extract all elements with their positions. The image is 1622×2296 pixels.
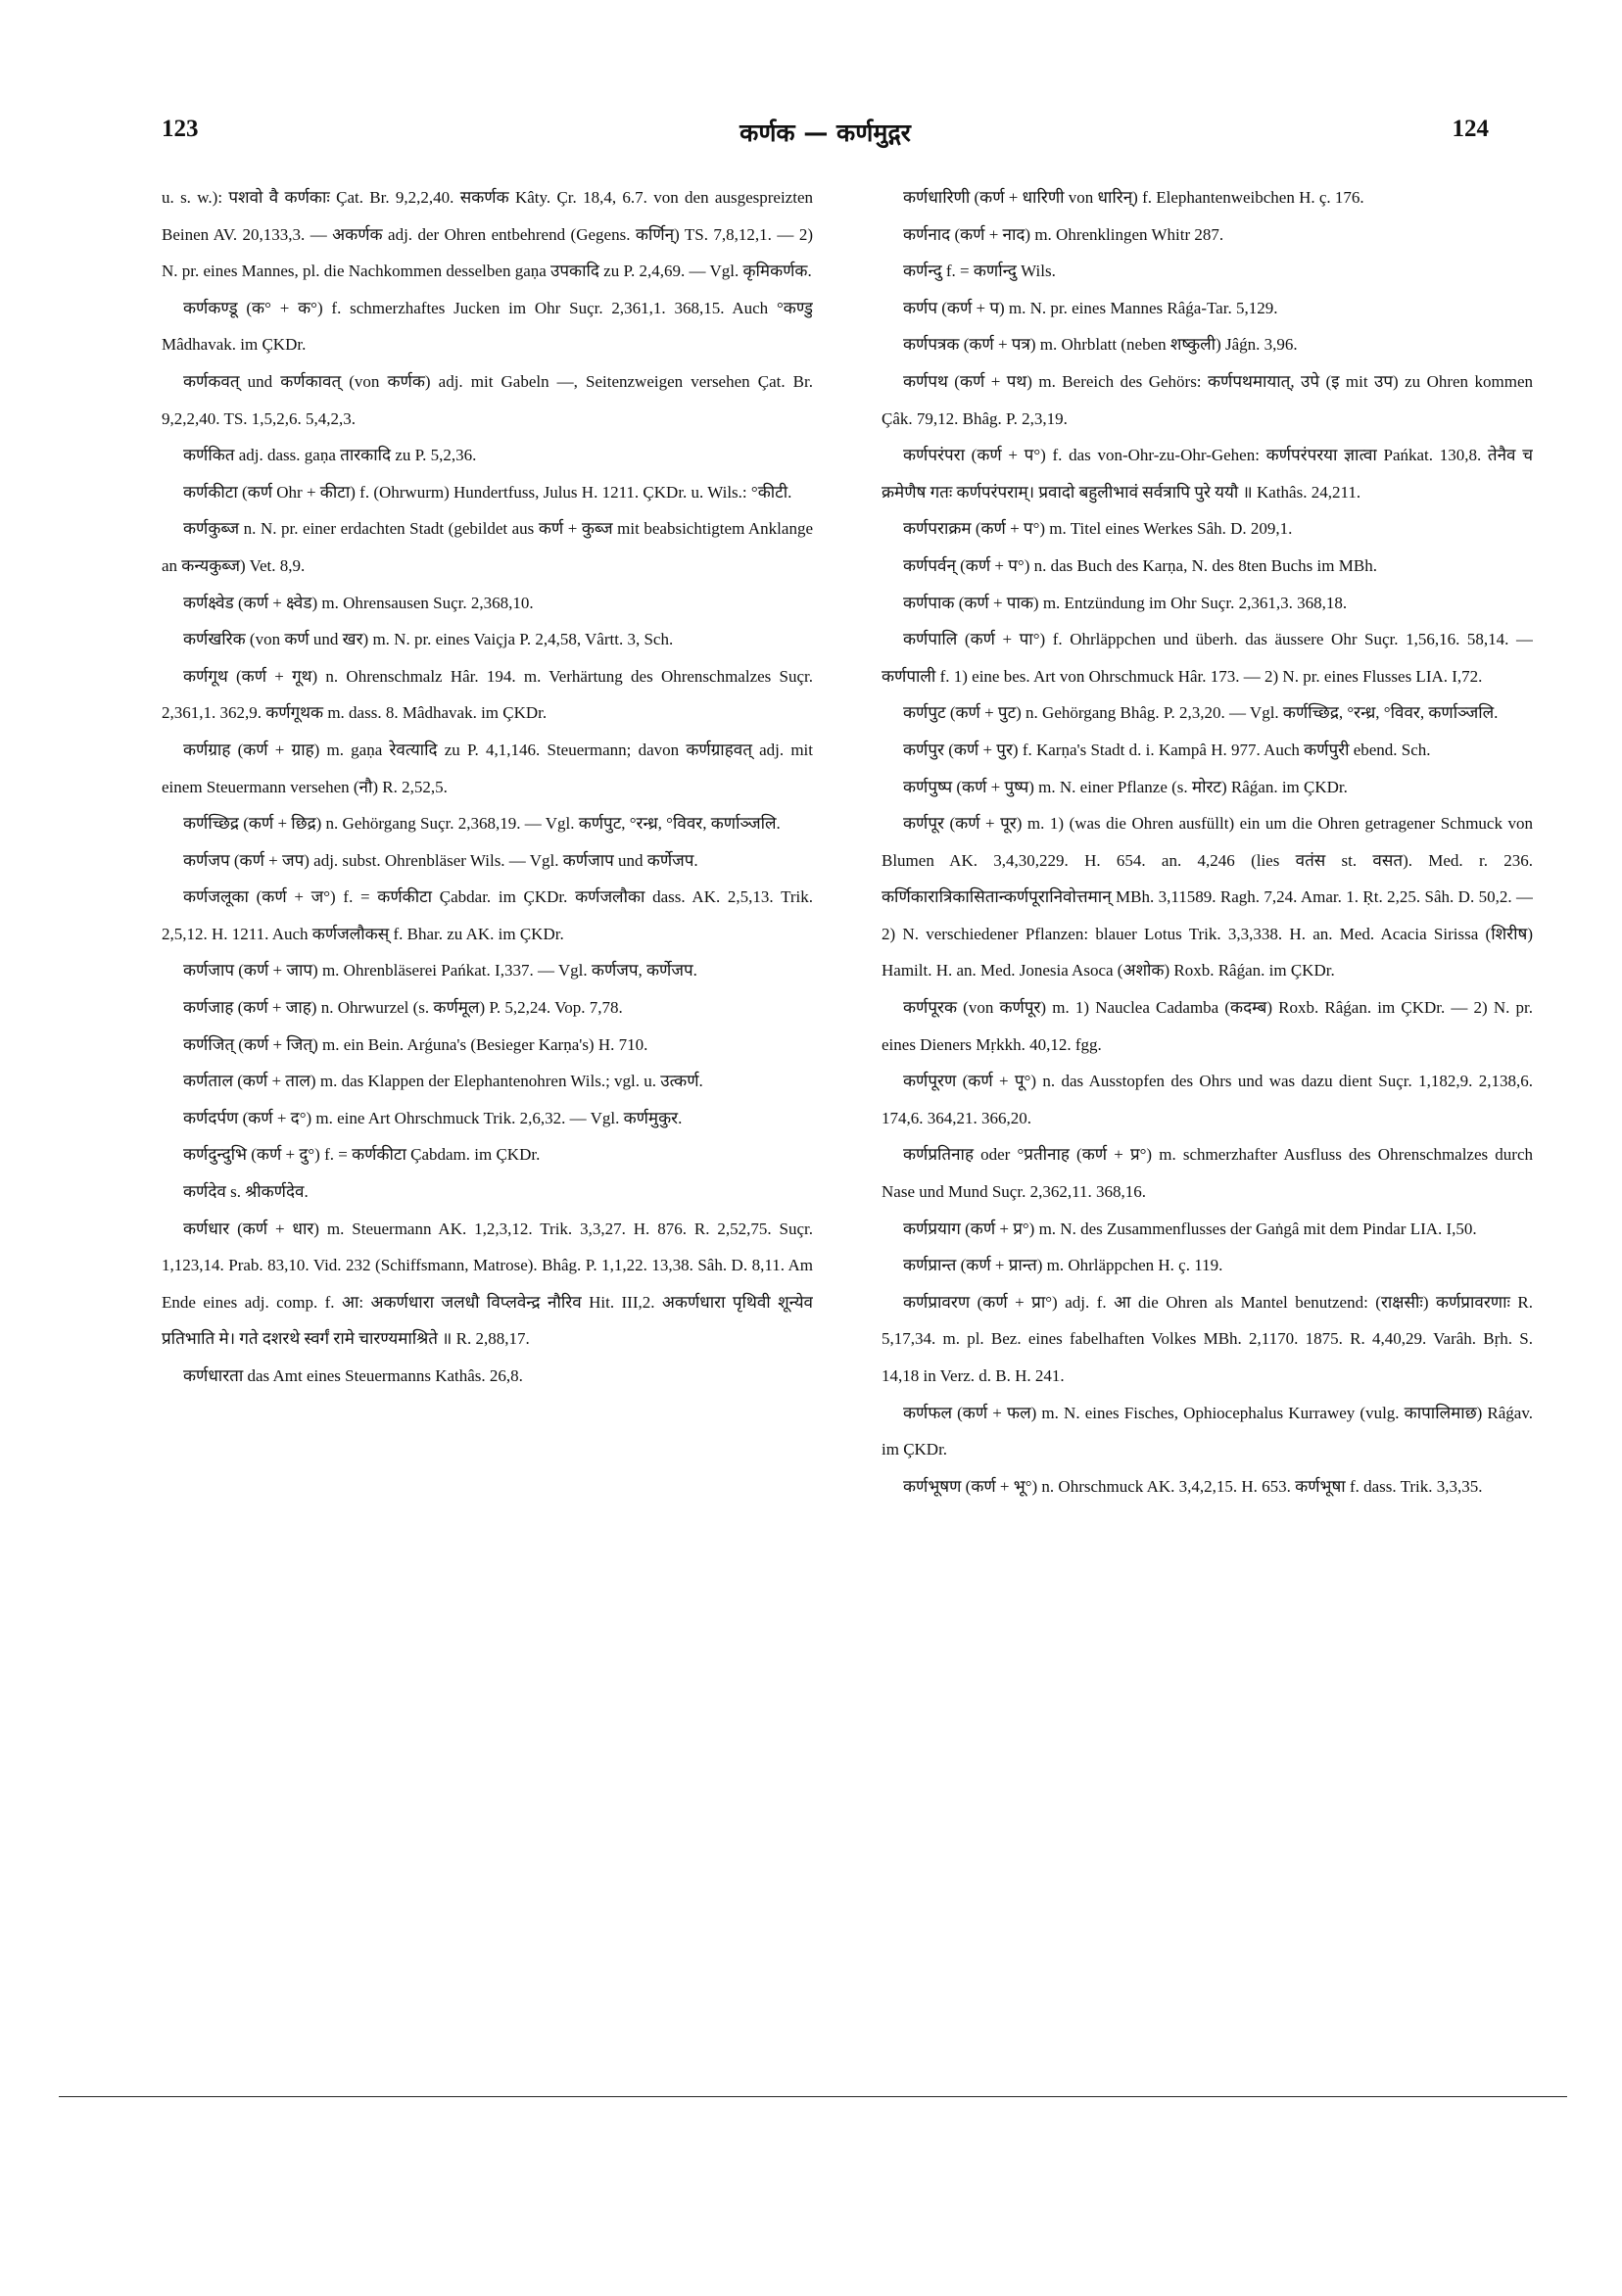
dictionary-entry: कर्णप्रावरण (कर्ण + प्रा°) adj. f. आ die Ohren als Mantel benutzend: (राक्षसीः) कर्णप्रावरणाः R. 5,17,34. m. pl. Bez. eines fabelhaften Volkes MBh. 2,1170. 1875. R. 4,40,29. Varâh. Bṛh. S. 14,18 in Verz. d. B. H. 241. [882, 1292, 1533, 1385]
dictionary-entry: कर्णकित adj. dass. gaṇa तारकादि zu P. 5,2,36. [183, 446, 477, 465]
dictionary-entry: कर्णपूरक (von कर्णपूर) m. 1) Nauclea Cadamba (कदम्ब) Roxb. Râǵan. im ÇKDr. — 2) N. pr. eines Dieners Mṛkkh. 40,12. fgg. [882, 998, 1533, 1054]
dictionary-entry: कर्णदर्पण (कर्ण + द°) m. eine Art Ohrschmuck Trik. 2,6,32. — Vgl. कर्णमुकुर. [183, 1108, 683, 1127]
dictionary-entry: कर्णकुब्ज n. N. pr. einer erdachten Stadt (gebildet aus कर्ण + कुब्ज mit beabsichtigtem Anklange an कन्यकुब्ज) Vet. 8,9. [162, 519, 813, 575]
dictionary-entry: कर्णपुट (कर्ण + पुट) n. Gehörgang Bhâg. P. 2,3,20. — Vgl. कर्णच्छिद्र, °रन्ध्र, °विवर, कर्णाञ्जलि. [903, 703, 1499, 723]
dictionary-entry: कर्णजाप (कर्ण + जाप) m. Ohrenbläserei Pańkat. I,337. — Vgl. कर्णजप, कर्णेजप. [183, 961, 697, 981]
dictionary-entry: कर्णधार (कर्ण + धार) m. Steuermann AK. 1,2,3,12. Trik. 3,3,27. H. 876. R. 2,52,75. Suçr. 1,123,14. Prab. 83,10. Vid. 232 (Schiffsmann, Matrose). Bhâg. P. 1,1,22. 13,38. Sâh. D. 8,11. Am Ende eines adj. comp. f. आ: अकर्णधारा जलधौ विप्लवेन्द्र नौरिव Hit. III,2. अकर्णधारा पृथिवी शून्येव प्रतिभाति मे। गते दशरथे स्वर्गं रामे चारण्यमाश्रिते ॥ R. 2,88,17. [162, 1219, 813, 1349]
dictionary-entry: कर्णप्रान्त (कर्ण + प्रान्त) m. Ohrläppchen H. ç. 119. [903, 1256, 1223, 1275]
dictionary-entry: कर्णपराक्रम (कर्ण + प°) m. Titel eines Werkes Sâh. D. 209,1. [903, 519, 1293, 539]
dictionary-entry: कर्णदेव s. श्रीकर्णदेव. [183, 1182, 309, 1202]
dictionary-entry: कर्णकवत् und कर्णकावत् (von कर्णक) adj. mit Gabeln —, Seitenzweigen versehen Çat. Br. 9,2,2,40. TS. 1,5,2,6. 5,4,2,3. [162, 371, 813, 428]
dictionary-entry: कर्णधारता das Amt eines Steuermanns Kathâs. 26,8. [183, 1366, 523, 1385]
dictionary-entry: कर्णपथ (कर्ण + पथ) m. Bereich des Gehörs: कर्णपथमायात्, उपे (इ mit उप) zu Ohren kommen Çâk. 79,12. Bhâg. P. 2,3,19. [882, 371, 1533, 428]
dictionary-entry: कर्णपालि (कर्ण + पा°) f. Ohrläppchen und überh. das äussere Ohr Suçr. 1,56,16. 58,14. — कर्णपाली f. 1) eine bes. Art von Ohrschmuck Hâr. 173. — 2) N. pr. eines Flusses LIA. I,72. [882, 630, 1533, 686]
dictionary-entry: कर्णजित् (कर्ण + जित्) m. ein Bein. Arǵuna's (Besieger Karṇa's) H. 710. [183, 1034, 648, 1054]
left-column [162, 179, 813, 2021]
dictionary-entry: कर्णनाद (कर्ण + नाद) m. Ohrenklingen Whitr 287. [903, 224, 1224, 244]
dictionary-entry: कर्णग्राह (कर्ण + ग्राह) m. gaṇa रेवत्यादि zu P. 4,1,146. Steuermann; davon कर्णग्राहवत् adj. mit einem Steuermann versehen (नौ) R. 2,52,5. [162, 740, 813, 796]
dictionary-entry: कर्णपूरण (कर्ण + पू°) n. das Ausstopfen des Ohrs und was dazu dient Suçr. 1,182,9. 2,138,6. 174,6. 364,21. 366,20. [882, 1072, 1533, 1127]
dictionary-entry: कर्णधारिणी (कर्ण + धारिणी von धारिन्) f. Elephantenweibchen H. ç. 176. [903, 188, 1364, 207]
dictionary-entry: कर्णदुन्दुभि (कर्ण + दु°) f. = कर्णकीटा Çabdam. im ÇKDr. [183, 1145, 541, 1165]
page-header [162, 116, 1489, 159]
running-title: कर्णक — कर्णमुद्गर [739, 119, 911, 147]
dictionary-entry: कर्णप्रयाग (कर्ण + प्र°) m. N. des Zusammenflusses der Gaṅgâ mit dem Pindar LIA. I,50. [903, 1219, 1477, 1238]
dictionary-entry: कर्णप्रतिनाह oder °प्रतीनाह (कर्ण + प्र°) m. schmerzhafter Ausfluss des Ohrenschmalzes durch Nase und Mund Suçr. 2,362,11. 368,16. [882, 1145, 1533, 1202]
dictionary-entry: कर्णगूथ (कर्ण + गूथ) n. Ohrenschmalz Hâr. 194. m. Verhärtung des Ohrenschmalzes Suçr. 2,361,1. 362,9. कर्णगूथक m. dass. 8. Mâdhavak. im ÇKDr. [162, 666, 813, 723]
dictionary-entry: कर्णपत्रक (कर्ण + पत्र) m. Ohrblatt (neben शष्कुली) Jâǵn. 3,96. [903, 335, 1298, 355]
dictionary-entry: कर्णप (कर्ण + प) m. N. pr. eines Mannes Râǵa-Tar. 5,129. [903, 298, 1278, 317]
dictionary-entry: कर्णच्छिद्र (कर्ण + छिद्र) n. Gehörgang Suçr. 2,368,19. — Vgl. कर्णपुट, °रन्ध्र, °विवर, कर्णाञ्जलि. [183, 814, 781, 834]
dictionary-entry: कर्णजप (कर्ण + जप) adj. subst. Ohrenbläser Wils. — Vgl. कर्णजाप und कर्णेजप. [183, 850, 698, 870]
dictionary-entry: कर्णपुष्प (कर्ण + पुष्प) m. N. einer Pflanze (s. मोरट) Râǵan. im ÇKDr. [903, 777, 1348, 796]
dictionary-entry: कर्णपूर (कर्ण + पूर) m. 1) (was die Ohren ausfüllt) ein um die Ohren getragener Schmuck von Blumen AK. 3,4,30,229. H. 654. an. 4,246 (lies वतंस st. वसत). Med. r. 236. कर्णिकारात्रिकासितान्कर्णपूरानिवोत्तमान् MBh. 3,11589. Ragh. 7,24. Amar. 1. Ṛt. 2,25. Sâh. D. 50,2. — 2) N. verschiedener Pflanzen: blauer Lotus Trik. 3,3,338. H. an. Med. Acacia Sirissa (शिरीष) Hamilt. H. an. Med. Jonesia Asoca (अशोक) Roxb. Râǵan. im ÇKDr. [882, 814, 1533, 981]
right-page-number: 124 [1452, 116, 1489, 142]
dictionary-entry: कर्णकीटा (कर्ण Ohr + कीटा) f. (Ohrwurm) Hundertfuss, Julus H. 1211. ÇKDr. u. Wils.: °कीटी. [183, 482, 792, 502]
right-column [882, 179, 1533, 2021]
dictionary-entry: कर्णभूषण (कर्ण + भू°) n. Ohrschmuck AK. 3,4,2,15. H. 653. कर्णभूषा f. dass. Trik. 3,3,35. [903, 1476, 1483, 1496]
left-page-number: 123 [162, 116, 199, 142]
dictionary-entry: कर्णजलूका (कर्ण + ज°) f. = कर्णकीटा Çabdar. im ÇKDr. कर्णजलौका dass. AK. 2,5,13. Trik. 2,5,12. H. 1211. Auch कर्णजलौकस् f. Bhar. zu AK. im ÇKDr. [162, 887, 813, 943]
dictionary-entry: कर्णताल (कर्ण + ताल) m. das Klappen der Elephantenohren Wils.; vgl. u. उत्कर्ण. [183, 1072, 703, 1091]
dictionary-entry: कर्णखरिक (von कर्ण und खर) m. N. pr. eines Vaiçja P. 2,4,58, Vârtt. 3, Sch. [183, 630, 674, 649]
dictionary-entry: कर्णपाक (कर्ण + पाक) m. Entzündung im Ohr Suçr. 2,361,3. 368,18. [903, 593, 1348, 612]
dictionary-entry: u. s. w.): पशवो वै कर्णकाः Çat. Br. 9,2,2,40. सकर्णक Kâty. Çr. 18,4, 6.7. von den ausgespreizten Beinen AV. 20,133,3. — अकर्णक adj. der Ohren entbehrend (Gegens. कर्णिन्) TS. 7,8,12,1. — 2) N. pr. eines Mannes, pl. die Nachkommen desselben gaṇa उपकादि zu P. 2,4,69. — Vgl. कृमिकर्णक. [162, 188, 813, 281]
dictionary-entry: कर्णकण्डू (क° + क°) f. schmerzhaftes Jucken im Ohr Suçr. 2,361,1. 368,15. Auch °कण्डु Mâdhavak. im ÇKDr. [162, 298, 813, 355]
dictionary-entry: कर्णफल (कर्ण + फल) m. N. eines Fisches, Ophiocephalus Kurrawey (vulg. कापालिमाछ) Râǵav. im ÇKDr. [882, 1403, 1533, 1459]
dictionary-entry: कर्णपुर (कर्ण + पुर) f. Karṇa's Stadt d. i. Kampâ H. 977. Auch कर्णपुरी ebend. Sch. [903, 740, 1431, 759]
dictionary-entry: कर्णपरंपरा (कर्ण + प°) f. das von-Ohr-zu-Ohr-Gehen: कर्णपरंपरया ज्ञात्वा Pańkat. 130,8. तेनैव च क्रमेणैष गतः कर्णपरंपराम्। प्रवादो बहुलीभावं सर्वत्रापि पुरे ययौ ॥ Kathâs. 24,211. [882, 446, 1533, 502]
bottom-rule [59, 2096, 1567, 2097]
dictionary-entry: कर्णक्ष्वेड (कर्ण + क्ष्वेड) m. Ohrensausen Suçr. 2,368,10. [183, 593, 534, 612]
dictionary-entry: कर्णजाह (कर्ण + जाह) n. Ohrwurzel (s. कर्णमूल) P. 5,2,24. Vop. 7,78. [183, 998, 623, 1018]
dictionary-entry: कर्णन्दु f. = कर्णान्दु Wils. [903, 262, 1056, 281]
dictionary-entry: कर्णपर्वन् (कर्ण + प°) n. das Buch des Karṇa, N. des 8ten Buchs im MBh. [903, 555, 1377, 575]
